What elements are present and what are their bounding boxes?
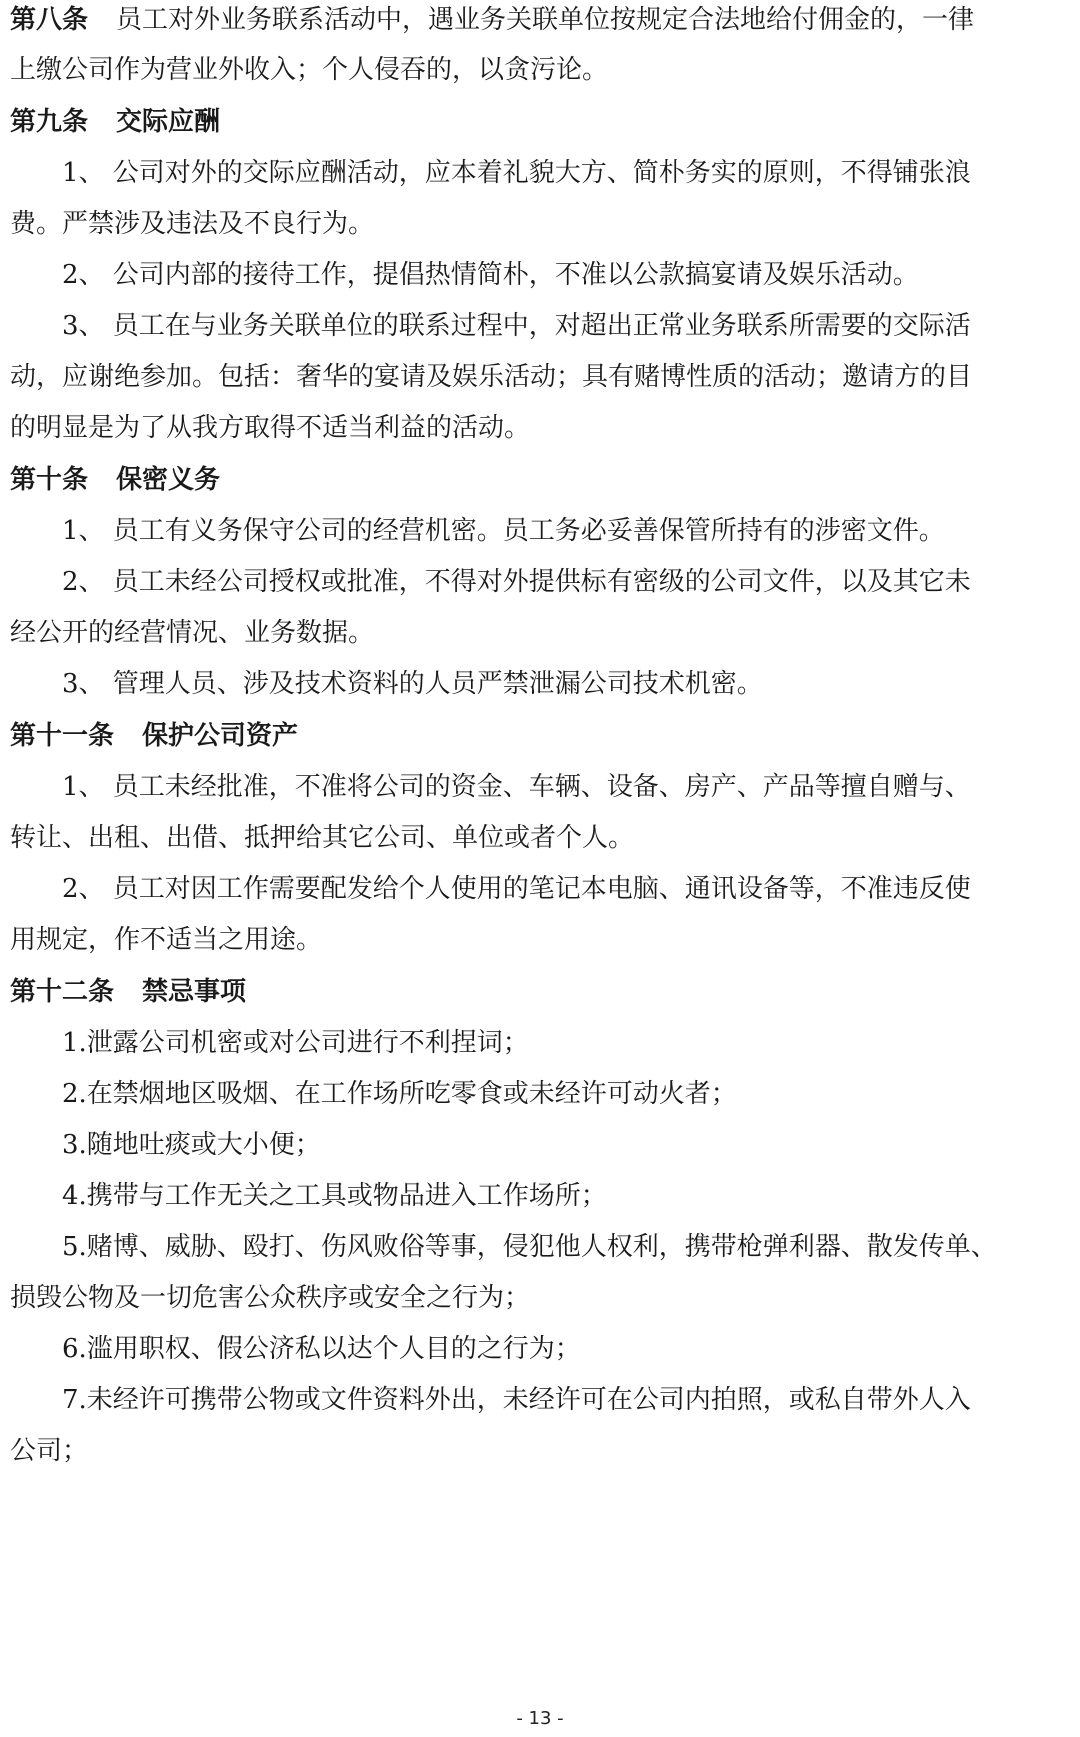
page-number: - 13 - [516,1708,564,1729]
article-9-item-1: 1、 公司对外的交际应酬活动，应本着礼貌大方、简朴务实的原则，不得铺张浪 [62,158,971,188]
article-12-title: 第十二条 [10,977,115,1007]
article-10-item-3: 3、 管理人员、涉及技术资料的人员严禁泄漏公司技术机密。 [62,669,763,699]
article-8-line-1 [10,0,1070,40]
article-9-title: 第九条 [10,107,89,137]
article-11-item-1-cont: 转让、出租、出借、抵押给其它公司、单位或者个人。 [10,823,635,853]
article-9-item-2: 2、 公司内部的接待工作，提倡热情简朴，不准以公款搞宴请及娱乐活动。 [62,260,919,290]
article-9-item-1-cont: 费。严禁涉及违法及不良行为。 [10,209,375,239]
article-11-item-2-cont: 用规定，作不适当之用途。 [10,925,323,955]
article-12-heading [10,972,1070,1012]
article-10-item-2-cont: 经公开的经营情况、业务数据。 [10,618,375,648]
article-10-heading [10,460,1070,500]
article-9-item-3-cont-1: 动，应谢绝参加。包括：奢华的宴请及娱乐活动；具有赌博性质的活动；邀请方的目 [10,362,973,392]
article-12-subtitle: 禁忌事项 [142,977,247,1007]
article-10-subtitle: 保密义务 [116,465,221,495]
article-11-title: 第十一条 [10,721,115,751]
article-12-item-3: 3.随地吐痰或大小便； [62,1130,321,1160]
article-12-item-2: 2.在禁烟地区吸烟、在工作场所吃零食或未经许可动火者； [62,1079,737,1109]
article-12-item-7: 7.未经许可携带公物或文件资料外出，未经许可在公司内拍照，或私自带外人入 [62,1385,971,1415]
article-11-heading [10,716,1070,756]
article-9-item-3-cont-2: 的明显是为了从我方取得不适当利益的活动。 [10,413,531,443]
article-12-item-5: 5.赌博、威胁、殴打、伤风败俗等事，侵犯他人权利，携带枪弹利器、散发传单、 [62,1232,997,1262]
article-9-heading [10,102,1070,142]
article-10-item-1: 1、 员工有义务保守公司的经营机密。员工务必妥善保管所持有的涉密文件。 [62,516,945,546]
article-9-subtitle: 交际应酬 [116,107,221,137]
article-11-item-1: 1、 员工未经批准，不准将公司的资金、车辆、设备、房产、产品等擅自赠与、 [62,772,971,802]
article-9-item-3: 3、 员工在与业务关联单位的联系过程中，对超出正常业务联系所需要的交际活 [62,311,971,341]
article-12-item-6: 6.滥用职权、假公济私以达个人目的之行为； [62,1334,581,1364]
article-8-text: 员工对外业务联系活动中，遇业务关联单位按规定合法地给付佣金的，一律 [116,5,975,35]
article-11-item-2: 2、 员工对因工作需要配发给个人使用的笔记本电脑、通讯设备等，不准违反使 [62,874,971,904]
article-10-title: 第十条 [10,465,89,495]
article-12-item-1: 1.泄露公司机密或对公司进行不利捏词； [62,1028,529,1058]
article-12-item-7-cont: 公司； [10,1436,89,1466]
article-12-item-5-cont: 损毁公物及一切危害公众秩序或安全之行为； [10,1283,531,1313]
article-11-subtitle: 保护公司资产 [142,721,299,751]
article-8-title: 第八条 [10,5,89,35]
article-12-item-4: 4.携带与工作无关之工具或物品进入工作场所； [62,1181,607,1211]
article-10-item-2: 2、 员工未经公司授权或批准，不得对外提供标有密级的公司文件，以及其它未 [62,567,971,597]
article-8-text-cont: 上缴公司作为营业外收入；个人侵吞的，以贪污论。 [10,55,609,85]
